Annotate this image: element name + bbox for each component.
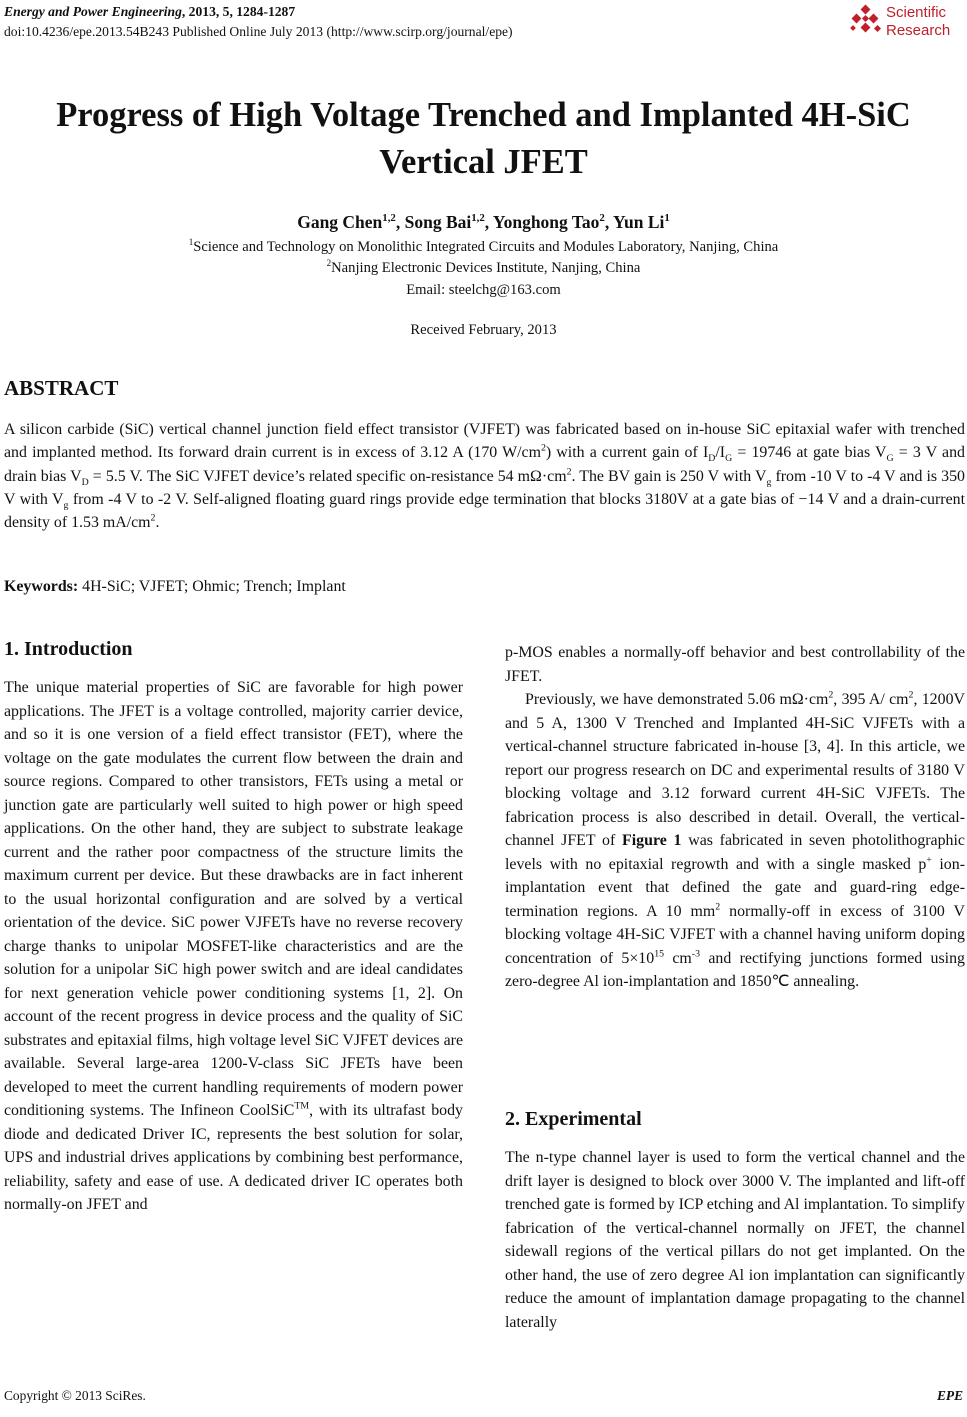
title-line-2: Vertical JFET <box>379 143 588 181</box>
author-name: , Yun Li <box>604 212 665 232</box>
paper-title <box>0 92 967 186</box>
abstract-heading: ABSTRACT <box>4 376 119 400</box>
footer-journal-abbr: EPE <box>936 1388 963 1403</box>
affiliation-marker: 2 <box>326 258 332 269</box>
keywords <box>4 578 346 596</box>
logo-text-research: Research <box>886 22 951 39</box>
figure-reference[interactable]: Figure 1 <box>622 832 682 849</box>
right-column-text <box>505 641 965 994</box>
author-list <box>0 210 967 234</box>
logo-text-scientific: Scientific <box>886 4 947 21</box>
section-heading-experimental: 2. Experimental <box>505 1108 642 1130</box>
author-name: Gang Chen <box>297 212 383 232</box>
paragraph: The unique material properties of SiC are favorable for high power applications. The JFET is a voltage controlled, majority carrier device, and so it is one version of a field effect transistor (FET), where the voltage on the gate modulates the current flow between the drain and source regions. Compared to other transistors, FETs using a metal or junction gate are particularly well suited to high power or high speed applications. On the other hand, they are subject to substrate leakage current and the rather poor compactness of the structure limits the maximum current per device. But these drawbacks are in fact inherent to the usual horizontal configuration and are solved by a vertical orientation of the device. SiC power VJFETs have no reverse recovery charge thanks to unipolar MOSFET-like characteristics and are the solution for a unipolar SiC high power switch and are ideal candidates for next generation vehicle power conditioning systems [1, 2]. On account of the recent progress in device process and the quality of SiC substrates and epitaxial films, high voltage level SiC VJFET devices are available. Several large-area 1200-V-class SiC JFETs have been developed to meet the current handling requirements of modern power conditioning systems. The Infineon CoolSiC™, with its ultrafast body diode and dedicated Driver IC, represents the best solution for solar, UPS and industrial drives applications by combining best performance, reliability, safety and ease of use. A dedicated driver IC operates both normally-on JFET and <box>4 679 463 1213</box>
affiliation-marker: 1,2 <box>382 212 396 225</box>
paragraph: p-MOS enables a normally-off behavior and best controllability of the JFET. <box>505 644 965 685</box>
affiliation-marker: 1 <box>188 237 194 248</box>
paragraph: Previously, we have demonstrated 5.06 $m\Omega\cdot cm^2$, 395 A/ $cm^2$, 1200V and 5 A, 1300 V Trenched and Implanted 4H-SiC VJFETs with a vertical-channel structure fabricated in-house [3, 4]. In this article, we report our progress research on DC and experimental results of 3180 V blocking voltage and 3.12 forward current 4H-SiC VJFETs. The fabrication process is also described in detail. Overall, the vertical-channel JFET of Figure 1 was fabricated in seven photolithographic levels with no epitaxial regrowth and with a single masked p+ ion-implantation event that defined the gate and guard-ring edge-termination regions. A 10 $mm^2$ normally-off in excess of 3100 V blocking voltage 4H-SiC VJFET with a channel having uniform doping concentration of $5\times 10^{15}$ $cm^{-3}$ and rectifying junctions formed using zero-degree Al ion-implantation and 1850℃ annealing. <box>505 689 966 990</box>
author-name: , Yonghong Tao <box>484 212 600 232</box>
affiliation-marker: 1,2 <box>471 212 485 225</box>
scientific-research-logo-icon <box>848 4 884 40</box>
publisher-logo <box>848 2 966 42</box>
section-2-text <box>505 1146 965 1334</box>
keywords-list: 4H-SiC; VJFET; Ohmic; Trench; Implant <box>78 578 346 595</box>
affiliation-1 <box>0 237 967 258</box>
received-date: Received February, 2013 <box>410 322 557 338</box>
affiliation-text: Nanjing Electronic Devices Institute, Nanjing, China <box>331 260 641 276</box>
affiliation-text: Science and Technology on Monolithic Integrated Circuits and Modules Laboratory, Nanjing, China <box>193 239 779 255</box>
left-column-text <box>4 676 463 1217</box>
journal-name: Energy and Power Engineering <box>4 4 182 19</box>
section-heading-introduction: 1. Introduction <box>4 638 133 660</box>
journal-citation: , 2013, 5, 1284-1287 <box>181 4 296 19</box>
footer-copyright: Copyright © 2013 SciRes. <box>4 1388 146 1403</box>
author-email: Email: steelchg@163.com <box>406 282 561 298</box>
abstract-text: A silicon carbide (SiC) vertical channel junction field effect transistor (VJFET) was fabricated based on in-house SiC epitaxial wafer with trenched and implanted method. Its forward drain current is in excess of 3.12 A (170 $W/cm^2$) with a current gain of $I_D/I_G = 19746$ at gate bias $V_G = 3$ V and drain bias $V_D = 5.5$ V. The SiC VJFET device’s related specific on-resistance 54 $m\Omega\cdot cm^2$. The BV gain is 250 V with $V_g$ from -10 V to -4 V and is 350 V with $V_g$ from -4 V to -2 V. Self-aligned floating guard rings provide edge termination that blocks 3180V at a gate bias of −14 V and a drain-current density of 1.53 $mA/cm^2$. <box>4 421 965 532</box>
affiliation-2 <box>0 258 967 279</box>
running-header <box>4 2 513 42</box>
title-line-1: Progress of High Voltage Trenched and Implanted 4H-SiC <box>56 96 911 134</box>
affiliation-marker: 1 <box>664 212 670 225</box>
author-name: , Song Bai <box>395 212 472 232</box>
doi-line: doi:10.4236/epe.2013.54B243 Published Online July 2013 (http://www.scirp.org/journal/epe) <box>4 24 513 39</box>
paragraph: The n-type channel layer is used to form the vertical channel and the drift layer is designed to block over 3000 V. The implanted and lift-off trenched gate is formed by ICP etching and Al implantation. To simplify fabrication of the vertical-channel normally on JFET, the channel sidewall regions of the vertical pillars do not get implanted. On the other hand, the use of zero degree Al ion implantation can significantly reduce the amount of implantation damage propagating to the channel laterally <box>505 1149 965 1331</box>
affiliation-marker: 2 <box>599 212 605 225</box>
keywords-label: Keywords: <box>4 578 79 595</box>
